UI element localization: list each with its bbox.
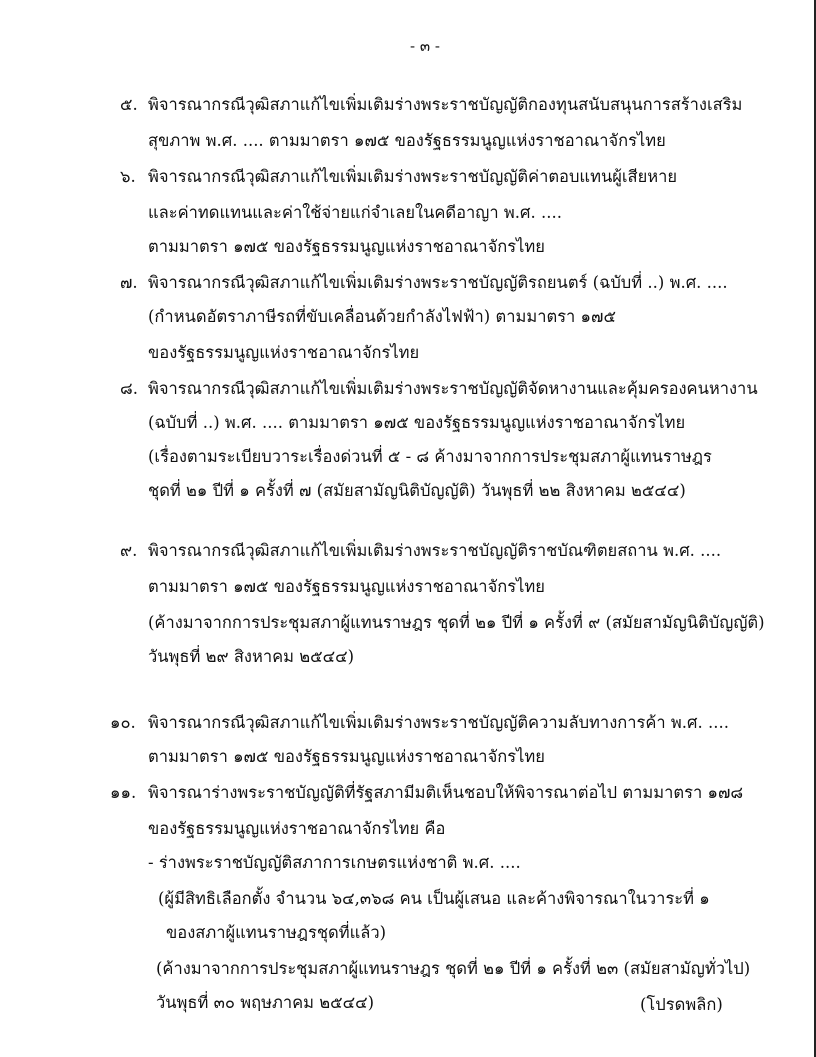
item-11-line-4: (ผู้มีสิทธิเลือกตั้ง จำนวน ๖๔,๓๖๘ คน เป็นผู้เสนอ และค้างพิจารณาในวาระที่ ๑ bbox=[158, 889, 710, 908]
item-10-line-1: พิจารณากรณีวุฒิสภาแก้ไขเพิ่มเติมร่างพระราชบัญญัติความลับทางการค้า พ.ศ. .... bbox=[148, 713, 729, 732]
item-9-number: ๙. bbox=[120, 541, 138, 560]
item-10-line-2: ตามมาตรา ๑๗๕ ของรัฐธรรมนูญแห่งราชอาณาจักรไทย bbox=[148, 747, 545, 766]
item-5-line-2: สุขภาพ พ.ศ. .... ตามมาตรา ๑๗๕ ของรัฐธรรมนูญแห่งราชอาณาจักรไทย bbox=[148, 131, 666, 150]
item-7-line-2: (กำหนดอัตราภาษีรถที่ขับเคลื่อนด้วยกำลังไฟฟ้า) ตามมาตรา ๑๗๕ bbox=[148, 307, 616, 326]
item-5-number: ๕. bbox=[120, 95, 138, 114]
turn-over-note: (โปรดพลิก) bbox=[640, 995, 723, 1014]
item-10-number: ๑๐. bbox=[110, 713, 136, 732]
item-7-line-3: ของรัฐธรรมนูญแห่งราชอาณาจักรไทย bbox=[148, 343, 420, 362]
item-6-line-3: ตามมาตรา ๑๗๕ ของรัฐธรรมนูญแห่งราชอาณาจักรไทย bbox=[148, 237, 545, 256]
item-8-line-2: (ฉบับที่ ..) พ.ศ. .... ตามมาตรา ๑๗๕ ของรัฐธรรมนูญแห่งราชอาณาจักรไทย bbox=[148, 413, 686, 432]
item-9-line-4: วันพุธที่ ๒๙ สิงหาคม ๒๕๔๔) bbox=[148, 647, 355, 666]
item-8-number: ๘. bbox=[120, 379, 138, 398]
page-number: - ๓ - bbox=[410, 37, 440, 55]
item-11-number: ๑๑. bbox=[110, 783, 137, 802]
item-7-number: ๗. bbox=[120, 273, 138, 292]
item-8-line-1: พิจารณากรณีวุฒิสภาแก้ไขเพิ่มเติมร่างพระราชบัญญัติจัดหางานและคุ้มครองคนหางาน bbox=[148, 379, 758, 398]
item-6-line-1: พิจารณากรณีวุฒิสภาแก้ไขเพิ่มเติมร่างพระราชบัญญัติค่าตอบแทนผู้เสียหาย bbox=[148, 167, 678, 186]
item-11-line-3: - ร่างพระราชบัญญัติสภาการเกษตรแห่งชาติ พ.ศ. .... bbox=[148, 853, 521, 872]
item-11-line-7: วันพุธที่ ๓๐ พฤษภาคม ๒๕๔๔) bbox=[156, 993, 375, 1012]
item-5-line-1: พิจารณากรณีวุฒิสภาแก้ไขเพิ่มเติมร่างพระราชบัญญัติกองทุนสนับสนุนการสร้างเสริม bbox=[148, 95, 743, 114]
item-9-line-3: (ค้างมาจากการประชุมสภาผู้แทนราษฎร ชุดที่ ๒๑ ปีที่ ๑ ครั้งที่ ๙ (สมัยสามัญนิติบัญญัติ) bbox=[148, 613, 765, 632]
item-11-line-5: ของสภาผู้แทนราษฎรชุดที่แล้ว) bbox=[166, 923, 387, 942]
item-11-line-6: (ค้างมาจากการประชุมสภาผู้แทนราษฎร ชุดที่ ๒๑ ปีที่ ๑ ครั้งที่ ๒๓ (สมัยสามัญทั่วไป) bbox=[156, 959, 751, 978]
item-6-number: ๖. bbox=[120, 167, 136, 186]
item-9-line-1: พิจารณากรณีวุฒิสภาแก้ไขเพิ่มเติมร่างพระราชบัญญัติราชบัณฑิตยสถาน พ.ศ. .... bbox=[148, 541, 722, 560]
item-8-line-4: ชุดที่ ๒๑ ปีที่ ๑ ครั้งที่ ๗ (สมัยสามัญนิติบัญญัติ) วันพุธที่ ๒๒ สิงหาคม ๒๕๔๔) bbox=[148, 481, 686, 500]
item-11-line-1: พิจารณาร่างพระราชบัญญัติที่รัฐสภามีมติเห็นชอบให้พิจารณาต่อไป ตามมาตรา ๑๗๘ bbox=[148, 783, 744, 802]
item-9-line-2: ตามมาตรา ๑๗๕ ของรัฐธรรมนูญแห่งราชอาณาจักรไทย bbox=[148, 577, 545, 596]
item-7-line-1: พิจารณากรณีวุฒิสภาแก้ไขเพิ่มเติมร่างพระราชบัญญัติรถยนตร์ (ฉบับที่ ..) พ.ศ. .... bbox=[148, 273, 728, 292]
item-6-line-2: และค่าทดแทนและค่าใช้จ่ายแก่จำเลยในคดีอาญา พ.ศ. .... bbox=[148, 203, 562, 222]
item-11-line-2: ของรัฐธรรมนูญแห่งราชอาณาจักรไทย คือ bbox=[148, 819, 446, 838]
item-8-line-3: (เรื่องตามระเบียบวาระเรื่องด่วนที่ ๕ - ๘ ค้างมาจากการประชุมสภาผู้แทนราษฎร bbox=[148, 447, 712, 466]
